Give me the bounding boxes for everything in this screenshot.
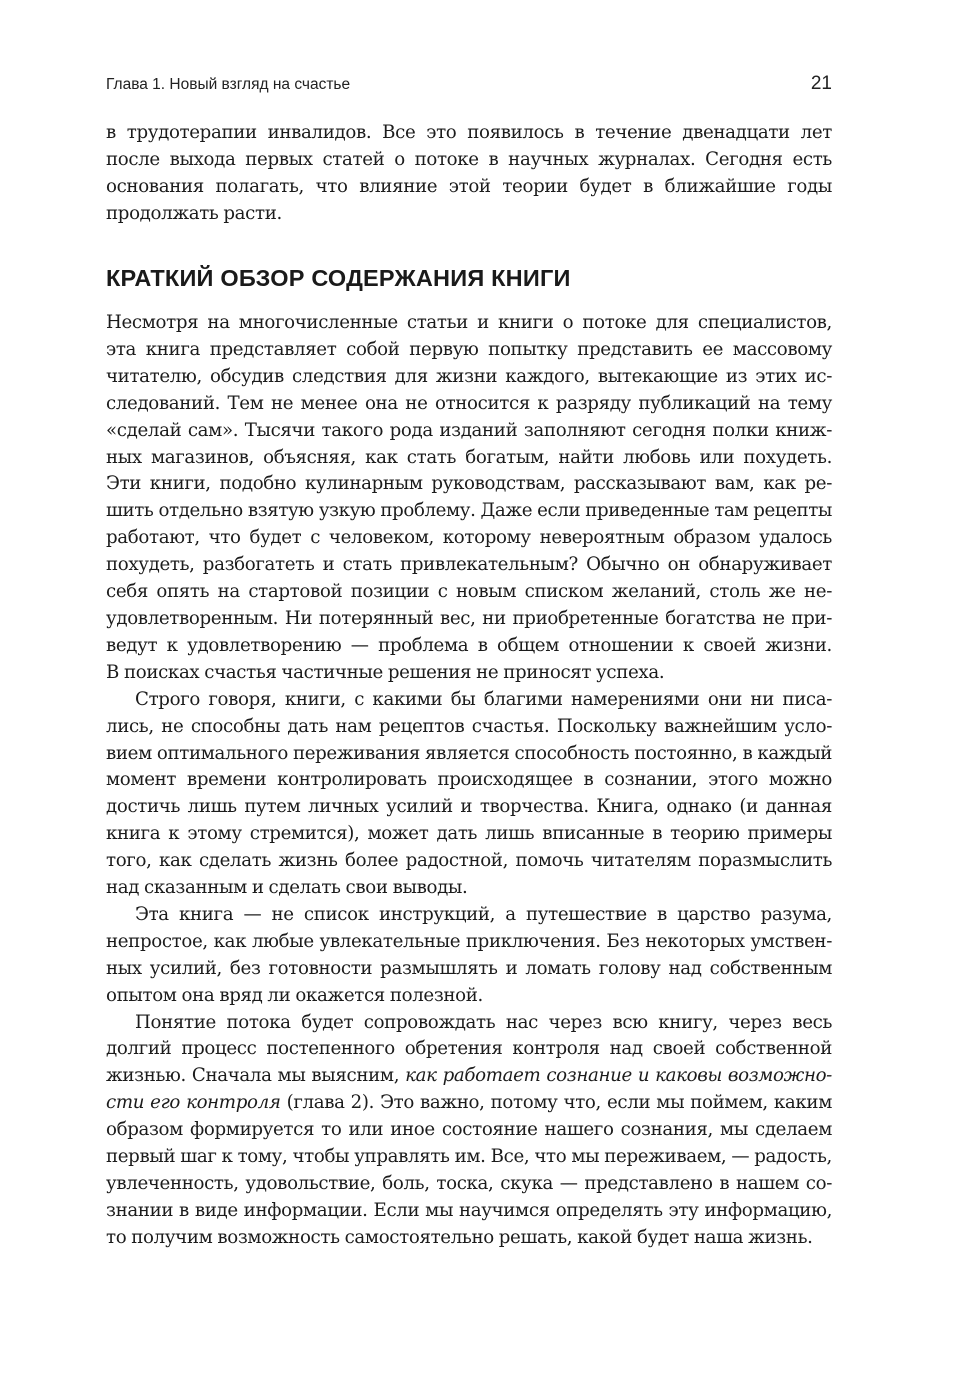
text-line: ных усилий, без готовности размышлять и ломать голову над собственным [106, 957, 832, 979]
text-fragment: жизнью. Сначала мы выясним, [106, 1065, 406, 1087]
text-line: первый шаг к тому, чтобы управлять им. Все, что мы переживаем, — радость, [106, 1146, 832, 1168]
section-body [106, 310, 832, 1252]
paragraph-1 [106, 310, 832, 687]
paragraph-2 [106, 687, 832, 902]
text-line: эта книга представляет собой первую попытку представить ее массовому [106, 338, 832, 360]
text-line: после выхода первых статей о потоке в научных журналах. Сегодня есть [106, 148, 832, 170]
text-line: Строго говоря, книги, с какими бы благими намерениями они ни писа- [135, 688, 832, 710]
paragraph-4 [106, 1010, 832, 1252]
text-line: следований. Тем не менее она не относится к разряду публикаций на тему [106, 392, 832, 414]
text-line: непростое, как любые увлекательные приключения. Без некоторых умствен- [106, 930, 832, 952]
text-line: книга к этому стремится), может дать лишь вписанные в теорию примеры [106, 823, 832, 845]
chapter-title: Глава 1. Новый взгляд на счастье [106, 76, 351, 93]
text-line: момент времени контролировать происходящее в сознании, этого можно [106, 769, 832, 791]
text-line: работают, что будет с человеком, которому невероятным образом удалось [106, 527, 832, 549]
text-line: удовлетворенным. Ни потерянный вес, ни приобретенные богатства не при- [106, 607, 832, 629]
text-line: опытом она вряд ли окажется полезной. [106, 984, 483, 1006]
text-line: Эти книги, подобно кулинарным руководствам, рассказывают вам, как ре- [106, 473, 832, 495]
text-line: Несмотря на многочисленные статьи и книги о потоке для специалистов, [106, 312, 832, 333]
italic-fragment: как работает сознание и каковы возможно- [405, 1065, 832, 1087]
section-heading: КРАТКИЙ ОБЗОР СОДЕРЖАНИЯ КНИГИ [106, 265, 571, 291]
text-line: ведут к удовлетворению — проблема в общем отношении к своей жизни. [106, 634, 832, 656]
text-line: Эта книга — не список инструкций, а путешествие в царство разума, [135, 903, 832, 925]
text-line: продолжать расти. [106, 202, 282, 224]
text-line: себя опять на стартовой позиции с новым списком желаний, столь же не- [106, 581, 832, 603]
text-fragment: (глава 2). Это важно, потому что, если мы поймем, каким [280, 1092, 832, 1114]
italic-fragment: сти его контроля [106, 1092, 281, 1114]
text-line: достичь лишь путем личных усилий и творчества. Книга, однако (и данная [106, 796, 832, 818]
text-line: В поисках счастья частичные решения не приносят успеха. [106, 661, 665, 683]
text-line: знании в виде информации. Если мы научимся определять эту информацию, [106, 1199, 832, 1221]
text-line: долгий процесс постепенного обретения контроля над своей собственной [106, 1038, 832, 1060]
text-line: «сделай сам». Тысячи такого рода изданий заполняют сегодня полки книж- [106, 419, 832, 441]
text-line-mixed [106, 1063, 832, 1090]
text-line: лись, не способны дать нам рецептов счастья. Поскольку важнейшим усло- [106, 715, 832, 737]
text-line: образом формируется то или иное состояние нашего сознания, мы сделаем [106, 1119, 832, 1141]
text-line: того, как сделать жизнь более радостной, помочь читателям поразмыслить [106, 850, 832, 872]
running-header [106, 74, 832, 98]
text-line: читателю, обсудив следствия для жизни каждого, вытекающие из этих ис- [106, 365, 832, 387]
text-line: Понятие потока будет сопровождать нас через всю книгу, через весь [135, 1011, 832, 1033]
intro-paragraph [106, 120, 832, 228]
text-line: над сказанным и сделать свои выводы. [106, 877, 468, 899]
paragraph-3 [106, 902, 832, 1010]
page-number: 21 [810, 73, 832, 94]
text-line: в трудотерапии инвалидов. Все это появилось в течение двенадцати лет [106, 122, 832, 143]
text-line: похудеть, разбогатеть и стать привлекательным? Обычно он обнаруживает [106, 554, 832, 576]
text-line: вием оптимального переживания является способность постоянно, в каждый [106, 742, 832, 764]
text-line: ных магазинов, объясняя, как стать богатым, найти любовь или похудеть. [106, 446, 832, 468]
text-line-mixed [106, 1090, 832, 1117]
text-line: шить отдельно взятую узкую проблему. Даже если приведенные там рецепты [106, 500, 832, 522]
text-line: увлеченность, удовольствие, боль, тоска, скука — представлено в нашем со- [106, 1173, 832, 1194]
text-line: основания полагать, что влияние этой теории будет в ближайшие годы [106, 175, 832, 197]
text-line: то получим возможность самостоятельно решать, какой будет наша жизнь. [106, 1226, 813, 1248]
